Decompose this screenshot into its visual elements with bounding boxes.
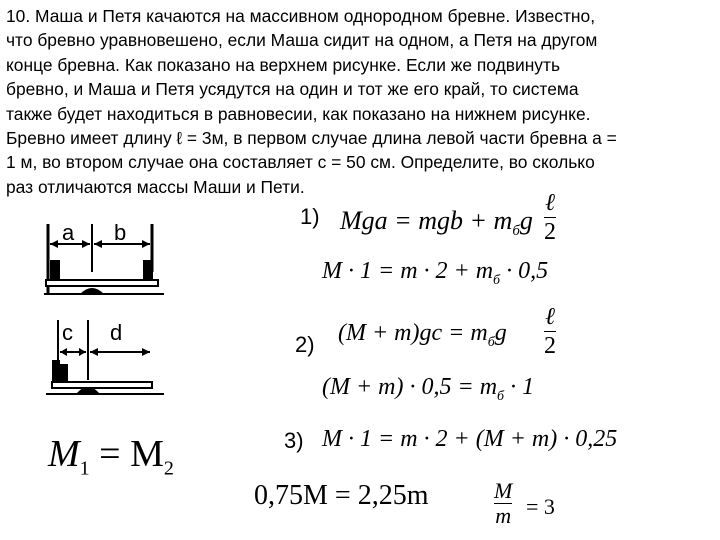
- person-masha: [50, 260, 60, 280]
- person-masha: [52, 360, 60, 384]
- step-1-label: 1): [300, 204, 320, 229]
- step-3-equation: M · 1 = m · 2 + (M + m) · 0,25: [322, 426, 618, 452]
- seesaw-figure-bottom: [40, 314, 170, 399]
- label-c: c: [62, 320, 73, 345]
- log-bottom: [52, 382, 152, 388]
- log-top: [46, 280, 158, 286]
- step-2-equation-1: $(M + m)gc = m_бg$: [338, 320, 507, 350]
- label-a: a: [62, 220, 75, 245]
- problem-line: бревно, и Маша и Петя усядутся на один и тот же его край, то система: [6, 79, 579, 100]
- seesaw-figure-top: [40, 212, 170, 307]
- result-equation: 0,75M = 2,25m: [254, 480, 429, 511]
- problem-line: также будет находиться в равновесии, как показано на нижнем рисунке.: [6, 103, 591, 124]
- step-2-equation-2: $(M + m) \cdot 0,5 = m_б \cdot 1$: [322, 374, 535, 404]
- step-2-fraction: ℓ 2: [544, 304, 556, 359]
- problem-line: что бревно уравновешено, если Маша сидит на одном, а Петя на другом: [6, 30, 598, 51]
- person-petya: [143, 260, 153, 280]
- step-1-fraction: ℓ 2: [544, 190, 556, 245]
- step-2-label: 2): [295, 332, 315, 357]
- step-1-equation-1: Mga = mgb + $m_бg$: [340, 206, 533, 240]
- problem-line: 10. Маша и Петя качаются на массивном однородном бревне. Известно,: [6, 6, 596, 26]
- step-1-equation-2: $M \cdot 1 = m \cdot 2 + m_б \cdot 0,5$: [322, 258, 549, 288]
- label-b: b: [114, 220, 127, 245]
- label-d: d: [110, 320, 123, 345]
- problem-line: Бревно имеет длину ℓ = 3м, в первом случае длина левой части бревна a =: [6, 128, 617, 149]
- problem-text: [6, 4, 714, 199]
- step-3-label: 3): [284, 428, 304, 453]
- problem-line: раз отличаются массы Маши и Пети.: [6, 176, 305, 197]
- result-fraction: M m: [494, 478, 513, 528]
- condition-moments: $M_1 = M_2$: [48, 433, 174, 480]
- result-answer: = 3: [526, 494, 555, 519]
- problem-line: 1 м, во втором случае она составляет c = 50 см. Определите, во сколько: [6, 152, 595, 173]
- problem-line: конце бревна. Как показано на верхнем рисунке. Если же подвинуть: [6, 54, 561, 75]
